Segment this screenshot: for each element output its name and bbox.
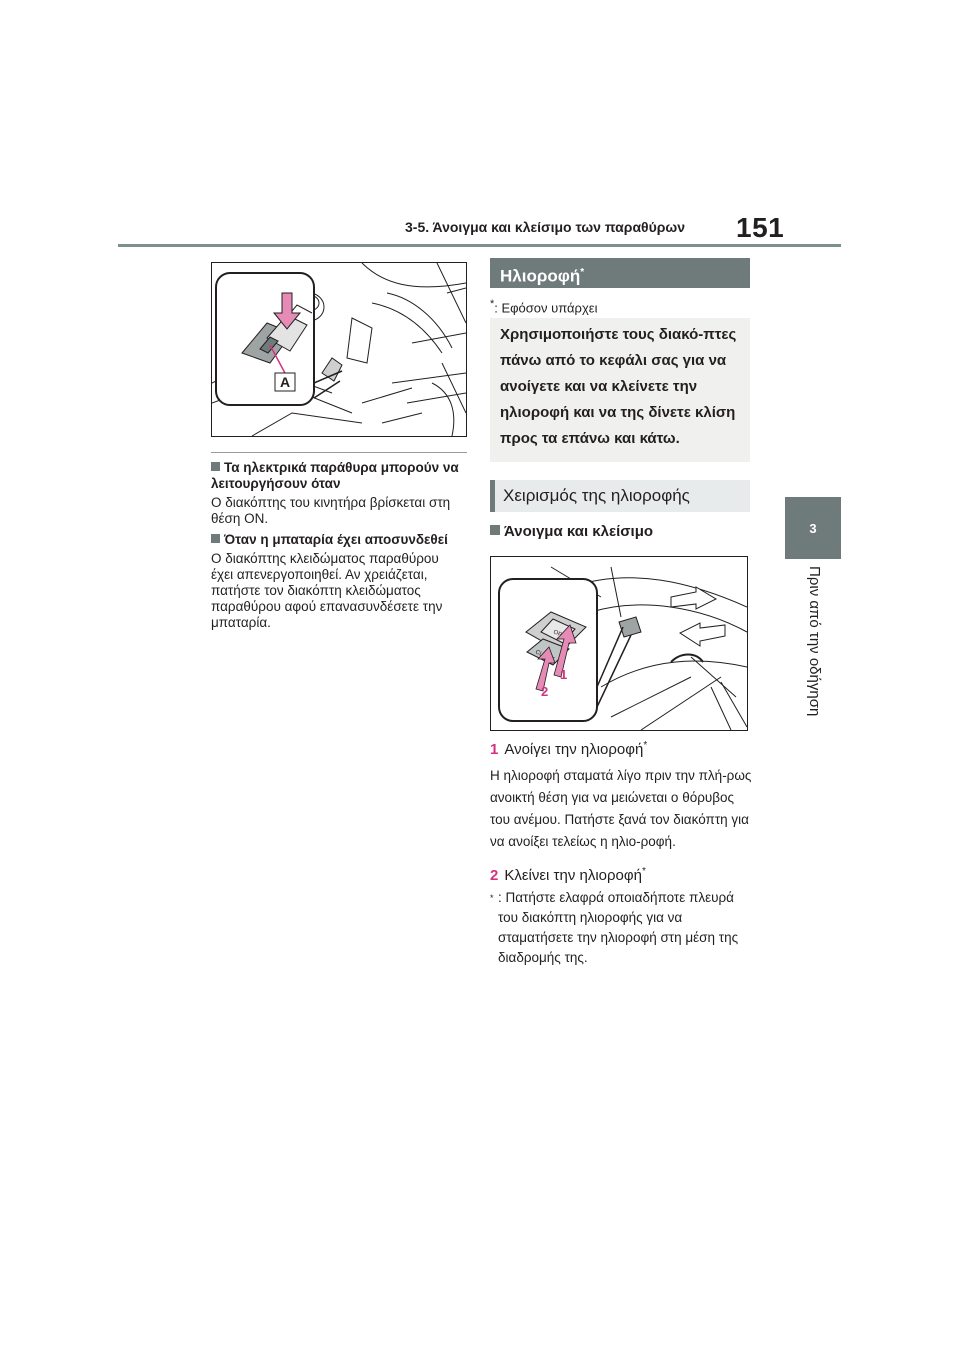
- window-lock-figure: [211, 262, 467, 437]
- left-paragraph-2: Ο διακόπτης κλειδώματος παραθύρου έχει απενεργοποιηθεί. Αν χρειάζεται, πατήστε τον διακόπτη κλειδώματος παραθύρου αφού επανασυνδέσετε την μπαταρία.: [211, 551, 443, 630]
- note-asterisk: *: [490, 298, 495, 310]
- step-2-asterisk: *: [641, 866, 646, 877]
- header-rule: [118, 244, 841, 247]
- section-title: Ηλιοροφή: [500, 266, 581, 286]
- square-bullet-icon: [490, 525, 500, 535]
- footnote-text: : Πατήστε ελαφρά οποιαδήποτε πλευρά του διακόπτη ηλιοροφής για να σταματήσετε την ηλιοροφή στη μέση της διαδρομής της.: [498, 890, 739, 965]
- left-heading-1: [211, 460, 467, 492]
- footnote-asterisk: *: [490, 893, 494, 903]
- left-heading-1-text: Τα ηλεκτρικά παράθυρα μπορούν να λειτουργήσουν όταν: [211, 460, 459, 491]
- figure-label-a: A: [279, 374, 291, 390]
- square-bullet-icon: [211, 534, 220, 543]
- figure-number-1: 1: [560, 667, 568, 682]
- step-1-asterisk: *: [643, 740, 648, 751]
- step-2-number: 2: [490, 867, 499, 884]
- open-close-heading-text: Άνοιγμα και κλείσιμο: [504, 523, 654, 540]
- chapter-title: Πριν από την οδήγηση: [806, 566, 823, 717]
- sunroof-switch-figure: [490, 556, 748, 731]
- open-close-heading: [490, 523, 653, 540]
- step-2: [490, 866, 646, 884]
- subsection-bar: Χειρισμός της ηλιοροφής: [490, 480, 750, 512]
- page-number: 151: [736, 212, 785, 243]
- note-text: : Εφόσον υπάρχει: [494, 300, 598, 316]
- footnote: [490, 888, 740, 968]
- left-separator: [211, 452, 467, 453]
- step-1-number: 1: [490, 741, 499, 758]
- left-heading-2-text: Όταν η μπαταρία έχει αποσυνδεθεί: [224, 532, 448, 547]
- step-1-title: Ανοίγει την ηλιοροφή: [504, 741, 644, 758]
- section-asterisk: *: [580, 267, 585, 278]
- square-bullet-icon: [211, 462, 220, 471]
- chapter-number: 3: [809, 521, 817, 536]
- section-bar-sunroof: [490, 258, 750, 288]
- header-section-title: 3-5. Άνοιγμα και κλείσιμο των παραθύρων: [405, 219, 686, 235]
- step-1-description: Η ηλιοροφή σταματά λίγο πριν την πλή-ρως ανοικτή θέση για να μειώνεται ο θόρυβος του ανέμου. Πατήστε ξανά τον διακόπτη για να ανοίξει τελείως η ηλιο-ροφή.: [490, 768, 752, 849]
- figure-number-2: 2: [541, 684, 549, 699]
- step-1: [490, 740, 647, 758]
- left-paragraph-1: Ο διακόπτης του κινητήρα βρίσκεται στη θέση ON.: [211, 495, 451, 526]
- left-heading-2: [211, 532, 467, 548]
- step-2-title: Κλείνει την ηλιοροφή: [504, 867, 642, 884]
- summary-text: Χρησιμοποιήστε τους διακό-πτες πάνω από το κεφάλι σας για να ανοίγετε και να κλείνετε την ηλιοροφή και να της δίνετε κλίση προς τα επάνω και κάτω.: [500, 326, 737, 447]
- availability-note: [490, 298, 597, 315]
